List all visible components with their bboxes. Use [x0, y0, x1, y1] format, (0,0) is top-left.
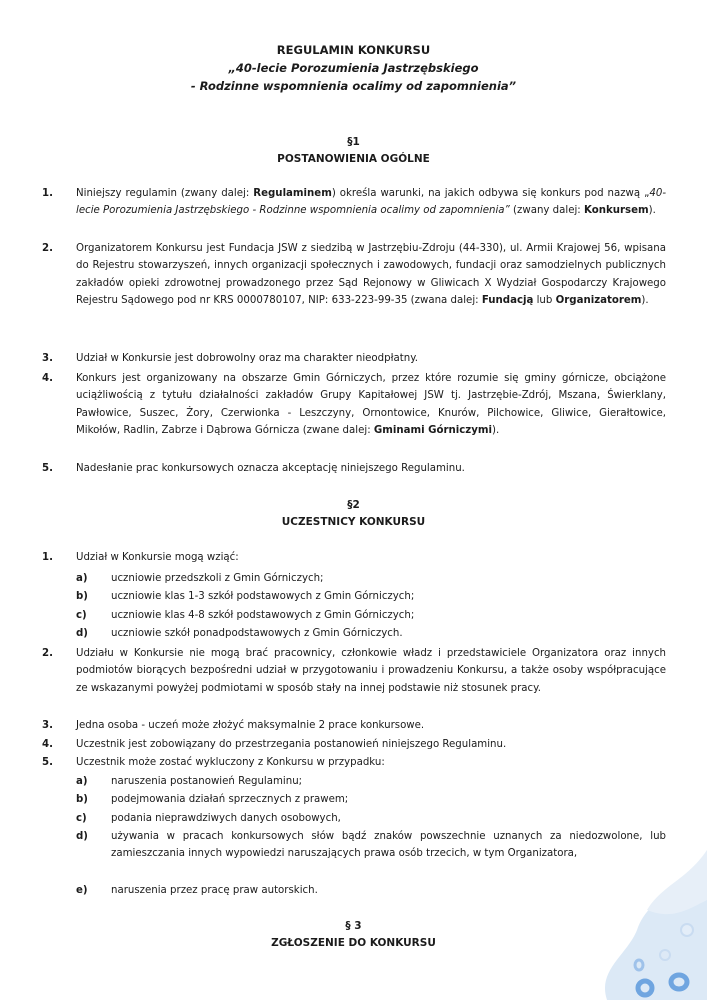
section-2-number: §2: [347, 499, 360, 511]
item-number: 1.: [42, 188, 53, 199]
item-number: 5.: [42, 463, 53, 474]
section-2-title: UCZESTNICY KONKURSU: [281, 516, 426, 528]
sub-item-text: uczniowie klas 4-8 szkół podstawowych z Gmin Górniczych;: [111, 610, 415, 621]
item-text: Organizatorem Konkursu jest Fundacja JSW z siedzibą w Jastrzębiu-Zdroju (44-330), ul. Armii Krajowej 56, wpisana do Rejestru stowarzyszeń, innych organizacji społecznych i zawodowych, fundacji oraz samodzielnych publicznych zakładów opieki zdrowotnej prowadzonego przez Sąd Rejonowy w Gliwicach X Wydział Gospodarczy Krajowego Rejestru Sądowego pod nr KRS 0000780107, NIP: 633-223-99-35 (zwana dalej: Fundacją lub Organizatorem).: [76, 243, 666, 307]
item-number: 5.: [42, 757, 53, 768]
sub-item-letter: a): [76, 573, 88, 584]
section-1-number: §1: [347, 136, 360, 148]
sub-item-letter: b): [76, 794, 88, 805]
sub-item-letter: c): [76, 813, 87, 824]
item-number: 3.: [42, 353, 53, 364]
item-text: Niniejszy regulamin (zwany dalej: Regulaminem) określa warunki, na jakich odbywa się konkurs pod nazwą „40-lecie Porozumienia Jastrzębskiego - Rodzinne wspomnienia ocalimy od zapomnienia” (zwany dalej: Konkursem).: [76, 188, 666, 217]
sub-item-text: naruszenia postanowień Regulaminu;: [111, 776, 303, 787]
item-number: 1.: [42, 552, 53, 563]
sub-item-letter: d): [76, 628, 88, 639]
sub-item-text: uczniowie szkół ponadpodstawowych z Gmin Górniczych.: [111, 628, 403, 639]
sub-item-text: uczniowie przedszkoli z Gmin Górniczych;: [111, 573, 324, 584]
sub-item-text: podania nieprawdziwych danych osobowych,: [111, 813, 341, 824]
document-title: [0, 41, 707, 95]
item-number: 2.: [42, 243, 53, 254]
section-3-heading: [0, 918, 707, 952]
item-number: 3.: [42, 720, 53, 731]
item-number: 4.: [42, 373, 53, 384]
sub-item-text: podejmowania działań sprzecznych z prawem;: [111, 794, 349, 805]
item-text: Udziału w Konkursie nie mogą brać pracownicy, członkowie władz i przedstawiciele Organizatora oraz innych podmiotów biorących bezpośredni udział w przygotowaniu i prowadzeniu Konkursu, a także osoby współpracujące ze wskazanymi powyżej podmiotami w sposób stały na innej podstawie niż stosunek pracy.: [76, 648, 666, 694]
item-text: Udział w Konkursie jest dobrowolny oraz ma charakter nieodpłatny.: [76, 353, 419, 364]
section-1-title: POSTANOWIENIA OGÓLNE: [277, 153, 430, 165]
item-text: Jedna osoba - uczeń może złożyć maksymalnie 2 prace konkursowe.: [76, 720, 425, 731]
section-3-number: § 3: [345, 920, 362, 932]
item-text: Konkurs jest organizowany na obszarze Gmin Górniczych, przez które rozumie się gminy górnicze, obciążone uciążliwością z tytułu działalności zakładów Grupy Kapitałowej JSW tj. Jastrzębie-Zdrój, Mszana, Świerklany, Pawłowice, Suszec, Żory, Czerwionka - Leszczyny, Ornontowice, Knurów, Pilchowice, Gliwice, Gierałtowice, Mikołów, Radlin, Zabrze i Dąbrowa Górnicza (zwane dalej: Gminami Górniczymi).: [76, 373, 666, 437]
title-line-1: REGULAMIN KONKURSU: [276, 43, 431, 57]
title-line-3: - Rodzinne wspomnienia ocalimy od zapomnienia”: [190, 79, 517, 93]
item-text: Nadesłanie prac konkursowych oznacza akceptację niniejszego Regulaminu.: [76, 463, 465, 474]
item-text: Udział w Konkursie mogą wziąć:: [76, 552, 239, 563]
section-3-title: ZGŁOSZENIE DO KONKURSU: [271, 937, 436, 949]
section-2-heading: [0, 497, 707, 531]
item-number: 4.: [42, 739, 53, 750]
sub-item-text: naruszenia przez pracę praw autorskich.: [111, 885, 318, 896]
sub-item-text: używania w pracach konkursowych słów bądź znaków powszechnie uznanych za niedozwolone, lub zamieszczania innych wypowiedzi naruszających prawa osób trzecich, w tym Organizatora,: [111, 831, 666, 860]
sub-item-letter: c): [76, 610, 87, 621]
item-text: Uczestnik może zostać wykluczony z Konkursu w przypadku:: [76, 757, 385, 768]
sub-item-letter: a): [76, 776, 88, 787]
sub-item-letter: b): [76, 591, 88, 602]
item-number: 2.: [42, 648, 53, 659]
sub-item-letter: d): [76, 831, 88, 842]
sub-item-text: uczniowie klas 1-3 szkół podstawowych z Gmin Górniczych;: [111, 591, 415, 602]
title-line-2: „40-lecie Porozumienia Jastrzębskiego: [228, 61, 479, 75]
item-text: Uczestnik jest zobowiązany do przestrzegania postanowień niniejszego Regulaminu.: [76, 739, 507, 750]
sub-item-letter: e): [76, 885, 88, 896]
section-1-heading: [0, 134, 707, 168]
